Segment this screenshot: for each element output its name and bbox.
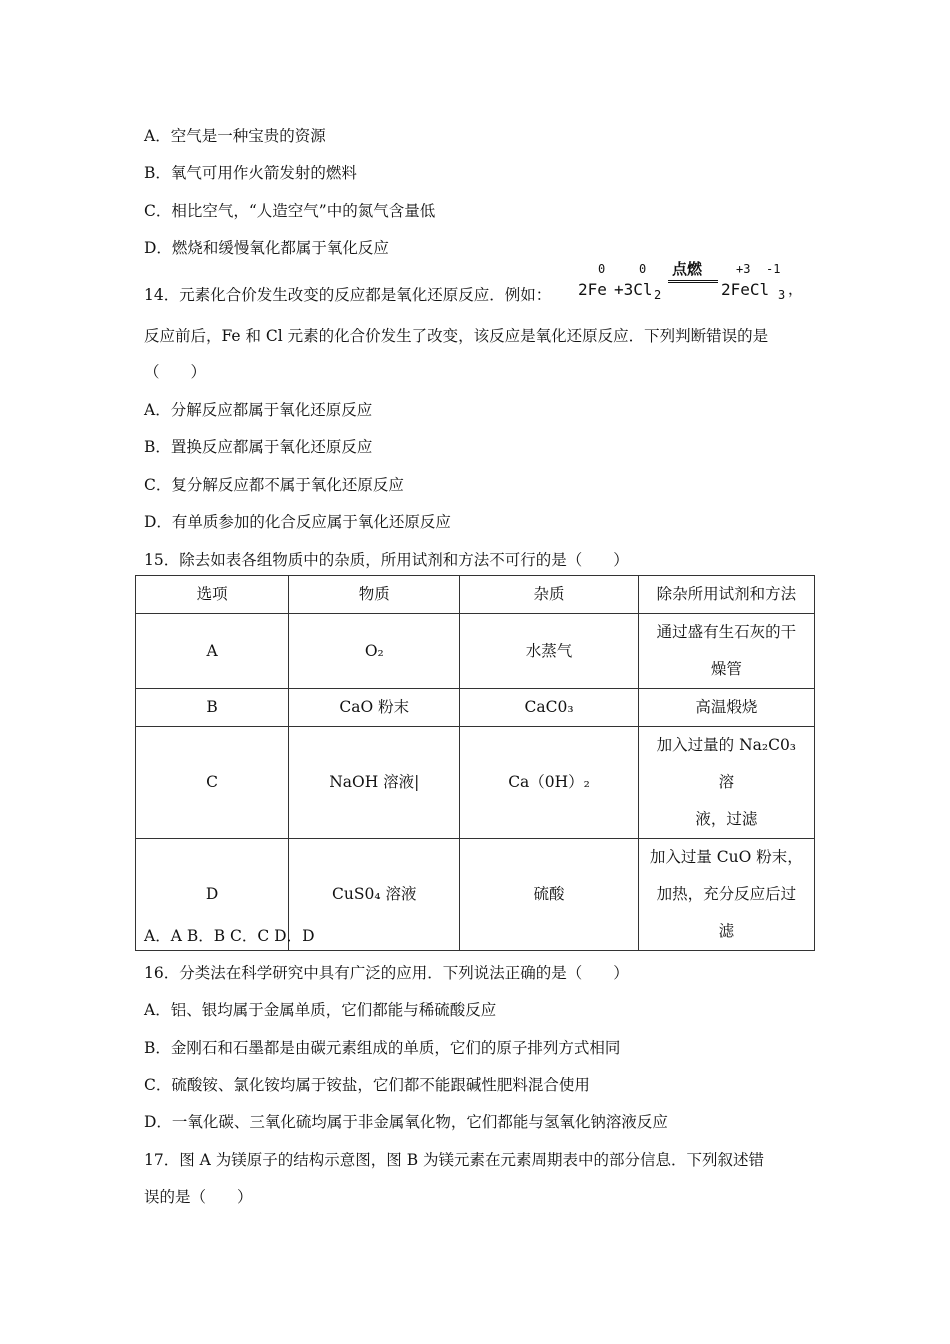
row-substance: CaO 粉末 [289,689,460,727]
row-substance: NaOH 溶液| [289,727,460,839]
equals-sign [668,280,718,283]
row-impurity: Ca（0H）₂ [460,727,638,839]
row-substance: CuS0₄ 溶液 [289,839,460,951]
q17-stem-b: 误的是（ ） [144,1188,253,1206]
q15-stem: 15．除去如表各组物质中的杂质，所用试剂和方法不可行的是（ ） [144,551,629,569]
method-line-1: 通过盛有生石灰的干 [656,623,797,641]
row-impurity: 水蒸气 [460,614,638,689]
impurity-table [135,575,815,951]
header-impurity: 杂质 [460,576,638,614]
q14-stem-a: 14．元素化合价发生改变的反应都是氧化还原反应．例如： [144,286,552,304]
method-line-2: 加热，充分反应后过 [656,885,797,903]
product-fecl: 2FeCl [721,280,770,299]
oxidation-state-fe3: +3 [736,262,751,276]
row-method [638,727,814,839]
subscript-2: 2 [654,288,662,302]
q15-answer-options: A．A B．B C．C D．D [144,927,315,945]
q13-option-a: A．空气是一种宝贵的资源 [144,127,326,145]
table-header-row [136,576,815,614]
oxidation-state-cl1: -1 [766,262,781,276]
row-method [638,614,814,689]
q14-option-a: A．分解反应都属于氧化还原反应 [144,401,373,419]
row-option: B [136,689,289,727]
oxidation-state-cl: 0 [639,262,647,276]
row-impurity: CaC0₃ [460,689,638,727]
q14-option-b: B．置换反应都属于氧化还原反应 [144,438,373,456]
redox-equation [578,262,814,308]
method-line-2: 燥管 [710,660,742,678]
row-method [638,839,814,951]
subscript-3: 3 [778,288,786,302]
table-row [136,689,815,727]
q13-option-b: B．氧气可用作火箭发射的燃料 [144,164,357,182]
method-line-1: 加入过量的 Na₂C0₃ 溶 [656,736,797,791]
q16-option-c: C．硫酸铵、氯化铵均属于铵盐，它们都不能跟碱性肥料混合使用 [144,1076,590,1094]
reaction-condition: 点燃 [672,260,703,278]
q16-option-b: B．金刚石和石墨都是由碳元素组成的单质，它们的原子排列方式相同 [144,1039,621,1057]
method-line-3: 滤 [718,922,735,940]
row-method: 高温煅烧 [638,689,814,727]
header-option: 选项 [136,576,289,614]
q17-stem-a: 17．图 A 为镁原子的结构示意图，图 B 为镁元素在元素周期表中的部分信息．下列叙述错 [144,1151,765,1169]
table-row [136,614,815,689]
table-row [136,727,815,839]
row-option: C [136,727,289,839]
q16-stem: 16．分类法在科学研究中具有广泛的应用．下列说法正确的是（ ） [144,964,629,982]
q14-stem-b: 反应前后，Fe 和 Cl 元素的化合价发生了改变，该反应是氧化还原反应．下列判断错误的是 [144,327,769,345]
oxidation-state-fe: 0 [598,262,606,276]
row-option: D [136,839,289,951]
reactant-cl: +3Cl [614,280,653,299]
reactant-fe: 2Fe [578,280,607,299]
header-substance: 物质 [289,576,460,614]
row-substance: O₂ [289,614,460,689]
q16-option-a: A．铝、银均属于金属单质，它们都能与稀硫酸反应 [144,1001,497,1019]
q14-option-d: D．有单质参加的化合反应属于氧化还原反应 [144,513,451,531]
q13-option-d: D．燃烧和缓慢氧化都属于氧化反应 [144,239,389,257]
q14-paren: （ ） [144,363,207,381]
method-line-2: 液，过滤 [695,810,758,828]
header-method: 除杂所用试剂和方法 [638,576,814,614]
q13-option-c: C．相比空气，“人造空气”中的氮气含量低 [144,202,436,220]
row-impurity: 硫酸 [460,839,638,951]
q14-option-c: C．复分解反应都不属于氧化还原反应 [144,476,404,494]
row-option: A [136,614,289,689]
q16-option-d: D．一氧化碳、三氧化硫均属于非金属氧化物，它们都能与氢氧化钠溶液反应 [144,1113,668,1131]
method-line-1: 加入过量 CuO 粉末， [649,848,803,866]
equation-comma: ， [788,280,804,298]
